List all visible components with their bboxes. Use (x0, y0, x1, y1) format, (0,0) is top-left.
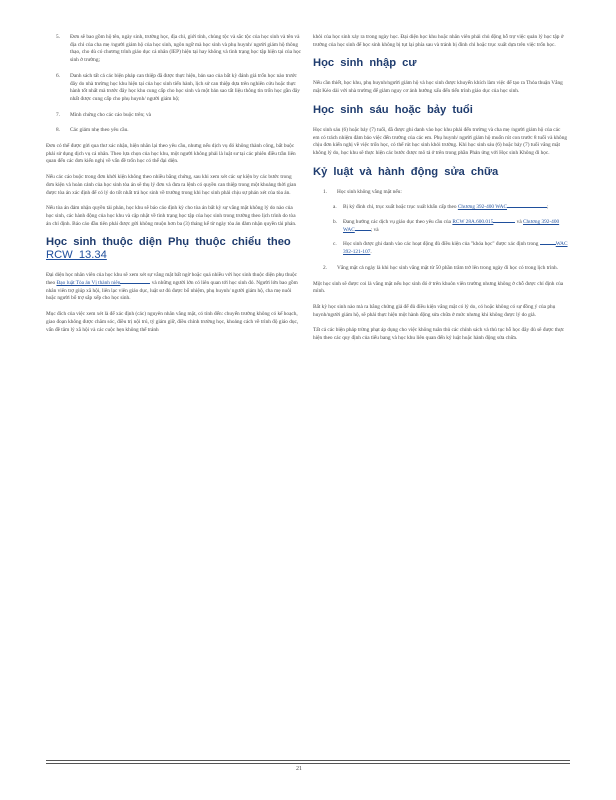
list-item: b. Đang hưởng các dịch vụ giáo dục theo yêu cầu của RCW 28A.600.015 và Chương 392-400 WAC ; và (333, 219, 560, 233)
section-heading-discipline: Kỷ luật và hành động sửa chữa (313, 165, 499, 178)
paragraph: Nếu tòa án đảm nhận quyền tài phán, học khu sẽ báo cáo định kỳ cho tòa án bất kỳ sự vắng mặt không lý do nào của học sinh, các hành động của học khu và cập nhật về tình trạng học tập của học sinh trong trường theo lịch trình do tòa án chỉ định. Báo cáo đầu tiên phải được gửi không muộn hơn ba (3) tháng kể từ ngày tòa án đảm nhận quyền tài phán. (46, 205, 297, 227)
list-item: 7. Mình chứng cho các cáo buộc trên; và (56, 111, 151, 118)
paragraph: Đơn có thể được gửi qua thư xác nhận, hiện nhân lại theo yêu cầu, nhưng nếu dịch vụ đó không thành công, bất buộc phải sử dụng dịch vụ cá nhân. Theo lựa chọn của học khu, một người không phải là luật sư tại các phiên điều trần liên quan đến các đơn kiến nghị về vấn đề trốn học có thể đại diện. (46, 143, 296, 165)
numbered-list (46, 34, 301, 135)
paragraph: khỏi của học sinh xảy ra trong ngày học. Đại diện học khu hoặc nhân viên phải chủ động hỗ trợ việc quản lý học tập ở trường của học sinh để học sinh không bị tụt lại phía sau và tránh bị đình chỉ hoặc trục xuất dựa trên việc trốn học. (313, 34, 564, 48)
paragraph: Tất cả các biện pháp trừng phạt áp dụng cho việc không tuân thủ các chính sách và thủ tục hỗ học đây đủ sẽ được thực hiện theo các quy định của tiểu bang và học khu liên quan đến kỷ luật hoặc hành động sửa chữa. (313, 327, 565, 342)
paragraph: Bất kỳ học sinh nào mà ra bằng chứng giả để đủ điều kiện vắng mặt có lý do, có hoặc không có sự đồng ý của phụ huynh/người giám hộ, sẽ phải thực hiện một hành động sửa chữa ở mức nhưng khi không được lý do giả. (313, 303, 556, 318)
footer-divider (46, 760, 570, 761)
list-item: a. Bị kỷ đình chỉ, trục xuất hoặc trục xuất khẩn cấp theo Chương 392-400 WAC ; (333, 204, 549, 211)
left-column (46, 34, 301, 342)
paragraph: Nếu các cáo buộc trong đơn khởi kiện không theo nhiều bằng chứng, sau khi xem xét các sự kiện by các bước trong đơn kiện và hoàn cảnh của học sinh tòa án sẽ thụ lý đơn và đưa ra lệnh có quyền can thiệp trong một khoảng thời gian được tòa án xác định để có lý do tốt nhất trả học sinh về trường trong khi học sinh phải chịu sự phán xét của tòa án. (46, 174, 297, 196)
paragraph: Nếu cần thiết, học khu, phụ huynh/người giám hộ và học sinh được khuyến khích làm việc để tạo ra Thỏa thuận Vắng mặt Kéo dài với nhà trường để giảm nguy cơ ảnh hưởng xấu đến tiến trình giáo dục của học sinh. (313, 80, 563, 95)
list-item: 1. Học sinh không vắng mặt nếu: (323, 188, 402, 195)
section-heading-immigrant: Học sinh nhập cư (313, 57, 417, 70)
section-heading-dependent: Học sinh thuộc diện Phụ thuộc chiểu theo RCW 13.34 (46, 236, 291, 262)
list-item: 2. Vắng mặt cả ngày là khi học sinh vắng mặt từ 50 phần trăm trở lên trong ngày đi học có trong lịch trình. (323, 264, 559, 271)
juvenile-court-act-link[interactable]: Đạo luật Tòa án Vị thành niên (56, 280, 121, 287)
list-item: 6. Danh sách tất cả các biện pháp can thiệp đã được thực hiện, bản sao của bất kỳ đánh giá trốn học nào trước đây do nhà trường học khu hiện tại của học sinh tiến hành, lịch sử can thiệp dựa trên nghiên cứu hoặc thực hành tốt nhất mà trước đây học khu cung cấp cho học sinh và một bản sao tất liệu thông tin trốn học gần đây nhất được cung cấp cho phụ huynh/ người giám hộ; (56, 72, 300, 102)
list-item: 8. Các giảm nhẹ theo yêu cầu. (56, 127, 129, 134)
page-number: 21 (296, 766, 302, 772)
section-heading-six-seven: Học sinh sáu hoặc bảy tuổi (313, 103, 473, 116)
wac-392-400-link-2[interactable]: Chương 392-400 WAC (343, 219, 560, 233)
sub-list (313, 204, 568, 257)
rcw-28a-link[interactable]: RCW 28A.600.015 (452, 219, 494, 226)
right-column (313, 34, 568, 351)
paragraph: Mục đích của việc xem xét là để xác định (các) nguyên nhân vắng mặt, có tính đến: chuyển trường không có kế hoạch, giao đoạn không được chăm sóc, điều trị nội trú, tỷ giám giữ, điều chỉnh trường học, khoảng cách về trình độ giáo dục, vấn đề tâm lý xã hội và các cuộc hẹn không thể tránh (46, 311, 299, 333)
paragraph: Đại diện học nhân viên của học khu sẽ xem xét sự vắng mặt bất ngờ hoặc quá nhiều với học sinh thuộc diện phụ thuộc theo Đạo luật Tòa án Vị thành niên và những người lớn có liên quan tới học sinh đó. Người lớn bao gồm nhân viên trợ giúp xã hội, liên lạc viên giáo dục, luật sư đủ được bổ nhiệm, phụ huynh/ người giám hộ, cha mẹ nuôi hoặc người bổ trợ sắp xếp cho học sinh. (46, 272, 298, 302)
list-item: 5. Đơn sẽ bao gồm hộ tên, ngày sinh, trường học, địa chỉ, giới tính, chủng tộc và sắc tộc của học sinh và tên và địa chỉ của cha mẹ /người giám hộ của học sinh, ngôn ngữ mà học sinh và phụ huynh/ người giám hộ thông thạo, cho dù có chương trình giáo dục cá nhân (IEP) hiện tại hay không và tình trạng học tập hiện tại của học sinh ở trường; (56, 34, 302, 64)
wac-392-400-link[interactable]: Chương 392-400 WAC (457, 204, 508, 211)
footer-divider (46, 763, 570, 764)
paragraph: Một học sinh sẽ được coi là vắng mặt nếu học sinh đó ở trên khuôn viên trường nhưng không ở chỗ được chỉ định của mình. (313, 280, 564, 295)
rcw-13-34-link[interactable]: RCW 13.34 (46, 249, 107, 262)
wac-392-121-link[interactable]: WAC 392-121-107 (343, 241, 568, 256)
paragraph: Học sinh sáu (6) hoặc bảy (7) tuổi, đã được ghi danh vào học khu phải đến trường và cha mẹ /người giám hộ của các em có trách nhiệm đảm bảo việc đến trường của các em. Phụ huynh/ người giám hộ muốn rút con trước 8 tuổi và không chịu đơn kiến nghị về việc trốn học, có thể rút học sinh khỏi trường. Khi học sinh sáu (6) hoặc bảy (7) tuổi vắng mặt không lý do, học khu sẽ thực hiện các bước được mô tả ở trên trong phần Phản ứng với Học sinh Không đi học. (313, 126, 567, 156)
list-item: c. Học sinh được ghi danh vào các hoạt động đủ điều kiện của "khóa học" được xác định trong WAC 392-121-107. (333, 241, 568, 256)
